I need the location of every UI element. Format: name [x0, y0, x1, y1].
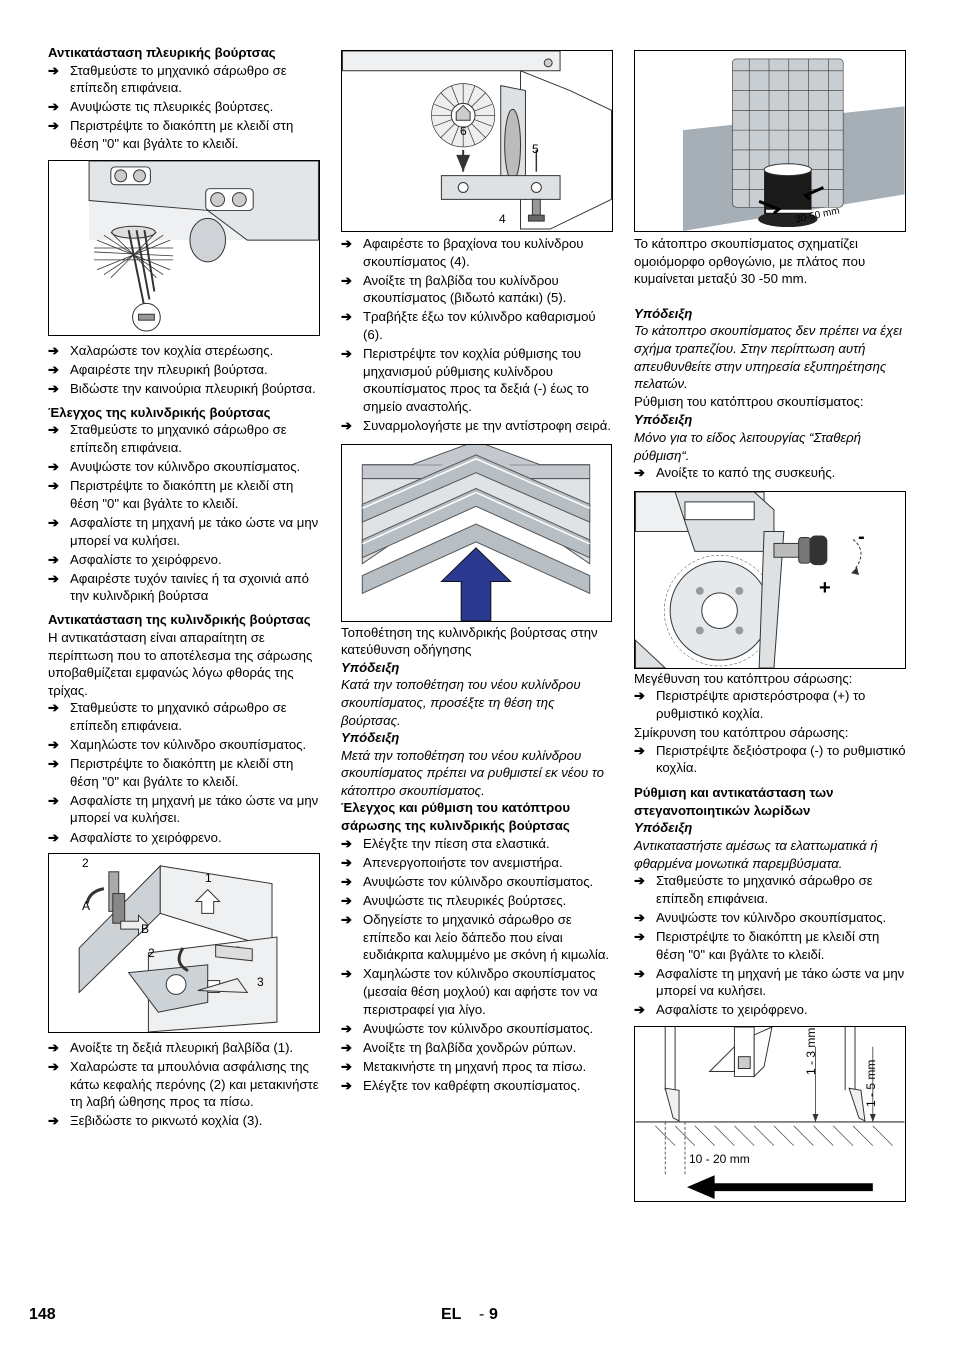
page-number: 148 [29, 1306, 56, 1323]
step-text: Ασφαλίστε το χειρόφρενο. [70, 551, 222, 567]
arm-label-6: 6 [460, 124, 467, 138]
step-item [634, 965, 906, 1000]
arrow-right-icon: ➔ [341, 1077, 353, 1093]
step-item [634, 909, 906, 927]
step-text: Περιστρέψτε το διακόπτη με κλειδί στη θέση "0" και βγάλτε το κλειδί. [70, 118, 294, 151]
step-item [48, 421, 320, 456]
arrow-right-icon: ➔ [634, 1002, 646, 1018]
column-3 [634, 44, 906, 1202]
arm-label-5: 5 [532, 142, 539, 156]
replace-brush-steps [48, 699, 320, 846]
arrow-right-icon: ➔ [48, 551, 60, 567]
arrow-right-icon: ➔ [341, 1020, 353, 1036]
step-text: Σταθμεύστε το μηχανικό σάρωθρο σε επίπεδη επιφάνεια. [70, 62, 287, 96]
step-item [48, 62, 320, 97]
step-item [48, 1058, 320, 1111]
seal-dim-1-3: 1 - 3 mm [804, 1027, 818, 1075]
increase-step: ➔ Περιστρέψτε αριστερόστροφα (+) το ρυθμιστικό κοχλία. [634, 688, 866, 721]
seal-steps [634, 872, 906, 1019]
arrow-right-icon: ➔ [48, 1040, 60, 1056]
page-footer [0, 1306, 954, 1336]
step-item [48, 792, 320, 827]
note1-title: Υπόδειξη [341, 659, 400, 675]
brush-arm-steps [341, 235, 613, 435]
step-text: Ανοίξτε τη βαλβίδα του κυλίνδρου σκουπίσματος (βιδωτό καπάκι) (5). [363, 272, 567, 306]
step-item [48, 361, 320, 379]
step-text: Σταθμεύστε το μηχανικό σάρωθρο σε επίπεδη επιφάνεια. [70, 422, 287, 456]
arrow-right-icon: ➔ [48, 361, 60, 377]
arrow-right-icon: ➔ [341, 835, 353, 851]
side-brush-figure [48, 160, 320, 336]
step-item [341, 272, 613, 307]
step-text: Αφαιρέστε το βραχίονα του κυλίνδρου σκουπίσματος (4). [363, 236, 584, 269]
arrow-right-icon: ➔ [341, 892, 353, 908]
note2-text-c3: Μόνο για το είδος λειτουργίας “Σταθερή ρύθμιση“. [634, 429, 862, 463]
note1-text: Κατά την τοποθέτηση του νέου κυλίνδρου σκουπίσματος, προσέξτε τη θέση της βούρτσας. [341, 677, 581, 728]
arrow-right-icon: ➔ [634, 929, 646, 945]
arrow-right-icon: ➔ [634, 873, 646, 889]
step-item [341, 1039, 613, 1057]
knob-plus-label: + [819, 576, 831, 599]
check-brush-heading: Έλεγχος της κυλινδρικής βούρτσας [48, 404, 271, 420]
step-text: Ασφαλίστε τη μηχανή με τάκο ώστε να μην μπορεί να κυλήσει. [70, 792, 319, 826]
step-open-hood: ➔ Ανοίξτε το καπό της συσκευής. [634, 465, 836, 481]
step-item [341, 308, 613, 343]
valve-label-1: 1 [205, 871, 212, 886]
step-text: Βιδώστε την καινούρια πλευρική βούρτσα. [70, 380, 316, 396]
seal-heading: Ρύθμιση και αντικατάσταση των στεγανοποιητικών λωρίδων [634, 785, 834, 818]
arrow-right-icon: ➔ [48, 514, 60, 530]
brush-direction-caption: Τοποθέτηση της κυλινδρικής βούρτσας στην κατεύθυνση οδήγησης [341, 624, 598, 658]
arrow-right-icon: ➔ [634, 742, 646, 758]
arrow-right-icon: ➔ [634, 965, 646, 981]
knob-minus-label: - [858, 525, 865, 548]
arrow-right-icon: ➔ [48, 62, 60, 78]
adjust-knob-figure [634, 491, 906, 669]
step-item [341, 235, 613, 270]
step-item [48, 699, 320, 734]
step-item [48, 570, 320, 605]
valve-label-2b: 2 [148, 946, 155, 961]
arrow-right-icon: ➔ [48, 478, 60, 494]
arrow-right-icon: ➔ [48, 1113, 60, 1129]
column-2 [341, 44, 613, 1096]
step-text: Μετακινήστε τη μηχανή προς τα πίσω. [363, 1058, 587, 1074]
brush-arm-figure [341, 50, 613, 232]
arrow-right-icon: ➔ [634, 465, 646, 481]
step-text: Τραβήξτε έξω τον κύλινδρο καθαρισμού (6). [363, 309, 596, 342]
step-text: Ανυψώστε τις πλευρικές βούρτσες. [363, 892, 567, 908]
arrow-right-icon: ➔ [341, 1058, 353, 1074]
step-text: Ελέγξτε τον καθρέφτη σκουπίσματος. [363, 1077, 581, 1093]
step-item [634, 872, 906, 907]
step-item [48, 98, 320, 116]
arrow-right-icon: ➔ [341, 272, 353, 288]
decrease-step: ➔ Περιστρέψτε δεξιόστροφα (-) το ρυθμιστικό κοχλία. [634, 742, 906, 776]
arrow-right-icon: ➔ [48, 422, 60, 438]
side-brush-heading: Αντικατάσταση πλευρικής βούρτσας [48, 45, 276, 60]
step-text: Χαλαρώστε τον κοχλία στερέωσης. [70, 342, 274, 358]
seal-dim-1-5: 1 - 5 mm [864, 1059, 878, 1107]
step-item [48, 1112, 320, 1130]
seal-dim-10-20: 10 - 20 mm [689, 1152, 750, 1166]
step-item [341, 835, 613, 853]
valve-label-a: A [82, 899, 91, 914]
step-item [341, 1077, 613, 1095]
step-item [48, 514, 320, 549]
valve-label-2a: 2 [82, 856, 89, 871]
step-text: Περιστρέψτε το διακόπτη με κλειδί στη θέση "0" και βγάλτε το κλειδί. [70, 478, 294, 511]
seal-strip-figure [634, 1026, 906, 1202]
step-item [634, 1001, 906, 1019]
step-item [341, 911, 613, 964]
valve-label-3: 3 [257, 975, 264, 990]
step-text: Οδηγείστε το μηχανικό σάρωθρο σε επίπεδο και λείο δάπεδο που είναι ευδιάκριτα καλυμμένο με σκόνη ή κιμωλία. [363, 912, 610, 963]
step-item [341, 1020, 613, 1038]
sweep-mirror-figure [634, 50, 906, 232]
footer-dash: - [479, 1306, 485, 1323]
step-item [341, 873, 613, 891]
arrow-right-icon: ➔ [48, 1059, 60, 1075]
mirror-adjust-label: Ρύθμιση του κατόπτρου σκουπίσματος: [634, 393, 864, 409]
arrow-right-icon: ➔ [48, 737, 60, 753]
note2-title-c3: Υπόδειξη [634, 412, 693, 428]
arrow-right-icon: ➔ [48, 380, 60, 396]
step-text: Σταθμεύστε το μηχανικό σάρωθρο σε επίπεδη επιφάνεια. [70, 700, 287, 733]
arrow-right-icon: ➔ [341, 873, 353, 889]
arrow-right-icon: ➔ [634, 909, 646, 925]
step-item [48, 117, 320, 152]
arrow-right-icon: ➔ [48, 342, 60, 358]
language-code: EL [441, 1306, 462, 1323]
decrease-label: Σμίκρυνση του κατόπτρου σάρωσης: [634, 725, 849, 740]
step-item [341, 345, 613, 415]
step-item [341, 854, 613, 872]
column-1 [48, 44, 320, 1132]
arrow-right-icon: ➔ [48, 700, 60, 716]
step-item [48, 551, 320, 569]
arrow-right-icon: ➔ [341, 346, 353, 362]
note2-text: Μετά την τοποθέτηση του νέου κυλίνδρου σκουπίσματος πρέπει να ρυθμιστεί εκ νέου το κάτοπτρο σκουπίσματος. [341, 747, 604, 798]
step-text: Ανυψώστε τις πλευρικές βούρτσες. [70, 99, 274, 115]
step-text: Ανυψώστε τον κύλινδρο σκουπίσματος. [363, 1020, 594, 1036]
step-text: Ανοίξτε τη βαλβίδα χονδρών ρύπων. [363, 1039, 577, 1055]
note2-title: Υπόδειξη [341, 730, 400, 746]
sweep-width-label: 30-50 mm [794, 205, 841, 226]
step-text: Απενεργοποιήστε τον ανεμιστήρα. [363, 854, 563, 870]
replace-brush-steps-b [48, 1039, 320, 1130]
note1-title-c3: Υπόδειξη [634, 305, 693, 321]
step-text: Ασφαλίστε το χειρόφρενο. [70, 829, 222, 845]
arrow-right-icon: ➔ [48, 99, 60, 115]
arrow-right-icon: ➔ [48, 756, 60, 772]
step-text: Χαμηλώστε τον κύλινδρο σκουπίσματος. [70, 737, 307, 753]
step-item [341, 892, 613, 910]
step-text: Χαμηλώστε τον κύλινδρο σκουπίσματος (μεσαία θέση μοχλού) και αφήστε τον να περιστραφεί για λίγο. [363, 966, 598, 1017]
arrow-right-icon: ➔ [48, 459, 60, 475]
step-text: Χαλαρώστε τα μπουλόνια ασφάλισης της κάτω κεφαλής περόνης (2) και μετακινήστε τη λαβή ώθησης προς τα πίσω. [70, 1059, 319, 1110]
arrow-right-icon: ➔ [48, 118, 60, 134]
increase-label: Μεγέθυνση του κατόπτρου σάρωσης: [634, 670, 853, 686]
step-text: Ανυψώστε τον κύλινδρο σκουπίσματος. [363, 873, 594, 889]
arrow-right-icon: ➔ [48, 829, 60, 845]
arm-label-4: 4 [499, 212, 506, 226]
mirror-description: Το κάτοπτρο σκουπίσματος σχηματίζει ομοιόμορφο ορθογώνιο, με πλάτος που κυμαίνεται μεταξύ 30 -50 mm. [634, 236, 866, 287]
arrow-right-icon: ➔ [341, 309, 353, 325]
mirror-steps [341, 835, 613, 1095]
arrow-right-icon: ➔ [48, 570, 60, 586]
side-brush-steps-b [48, 342, 320, 398]
check-brush-steps [48, 421, 320, 604]
arrow-right-icon: ➔ [341, 966, 353, 982]
step-item [48, 342, 320, 360]
side-brush-steps-a [48, 62, 320, 153]
note3-text-c3: Αντικαταστήστε αμέσως τα ελαττωματικά ή φθαρμένα μονωτικά παρεμβύσματα. [634, 838, 878, 871]
step-text: Αφαιρέστε την πλευρική βούρτσα. [70, 361, 268, 377]
step-item [48, 1039, 320, 1057]
step-item [48, 755, 320, 790]
step-item [341, 965, 613, 1018]
arrow-right-icon: ➔ [341, 912, 353, 928]
step-text: Αφαιρέστε τυχόν ταινίες ή τα σχοινιά από την κυλινδρική βούρτσα [70, 570, 309, 604]
step-item [341, 417, 613, 435]
step-item [634, 928, 906, 963]
arrow-right-icon: ➔ [341, 417, 353, 433]
step-text: Ασφαλίστε το χειρόφρενο. [656, 1002, 808, 1018]
arrow-right-icon: ➔ [341, 854, 353, 870]
arrow-right-icon: ➔ [48, 792, 60, 808]
step-text: Περιστρέψτε το διακόπτη με κλειδί στη θέση "0" και βγάλτε το κλειδί. [70, 756, 294, 789]
valve-label-b: B [141, 922, 150, 937]
step-text: Ξεβιδώστε το ρικνωτό κοχλία (3). [70, 1113, 263, 1129]
step-item [48, 829, 320, 847]
step-text: Σταθμεύστε το μηχανικό σάρωθρο σε επίπεδη επιφάνεια. [656, 873, 873, 906]
step-text: Ανυψώστε τον κύλινδρο σκουπίσματος. [656, 909, 887, 925]
step-item [48, 458, 320, 476]
step-text: Ασφαλίστε τη μηχανή με τάκο ώστε να μην μπορεί να κυλήσει. [656, 965, 905, 999]
arrow-right-icon: ➔ [634, 688, 646, 704]
replace-brush-heading: Αντικατάσταση της κυλινδρικής βούρτσας [48, 612, 311, 628]
replace-brush-text: Η αντικατάσταση είναι απαραίτητη σε περίπτωση που το αποτέλεσμα της σάρωσης υποβαθμίζεται εμφανώς λόγω φθοράς της τρίχας. [48, 629, 313, 698]
arrow-right-icon: ➔ [341, 236, 353, 251]
step-text: Περιστρέψτε το διακόπτη με κλειδί στη θέση "0" και βγάλτε το κλειδί. [656, 929, 880, 962]
step-item [48, 477, 320, 512]
step-text: Ανοίξτε τη δεξιά πλευρική βαλβίδα (1). [70, 1040, 294, 1056]
step-text: Συναρμολογήστε με την αντίστροφη σειρά. [363, 417, 612, 433]
section-number: 9 [489, 1306, 498, 1323]
brush-direction-figure [341, 444, 612, 622]
mirror-heading: Έλεγχος και ρύθμιση του κατόπτρου σάρωσης της κυλινδρικής βούρτσας [341, 800, 571, 834]
note1-text-c3: Το κάτοπτρο σκουπίσματος δεν πρέπει να έχει σχήμα τραπεζίου. Στην περίπτωση αυτή απευθυνθείτε στην υπηρεσία εξυπηρέτησης πελατών. [634, 323, 902, 392]
step-item [48, 380, 320, 398]
note3-title-c3: Υπόδειξη [634, 820, 693, 836]
step-text: Ελέγξτε την πίεση στα ελαστικά. [363, 835, 550, 851]
step-item [48, 736, 320, 754]
step-item [341, 1058, 613, 1076]
step-text: Περιστρέψτε τον κοχλία ρύθμισης του μηχανισμού ρύθμισης κυλίνδρου σκουπίσματος προς τα δεξιά (-) έως το σημείο αναστολής. [363, 346, 589, 414]
step-text: Ανυψώστε τον κύλινδρο σκουπίσματος. [70, 459, 301, 475]
valve-figure [48, 853, 320, 1033]
arrow-right-icon: ➔ [341, 1039, 353, 1055]
step-text: Ασφαλίστε τη μηχανή με τάκο ώστε να μην μπορεί να κυλήσει. [70, 514, 319, 548]
